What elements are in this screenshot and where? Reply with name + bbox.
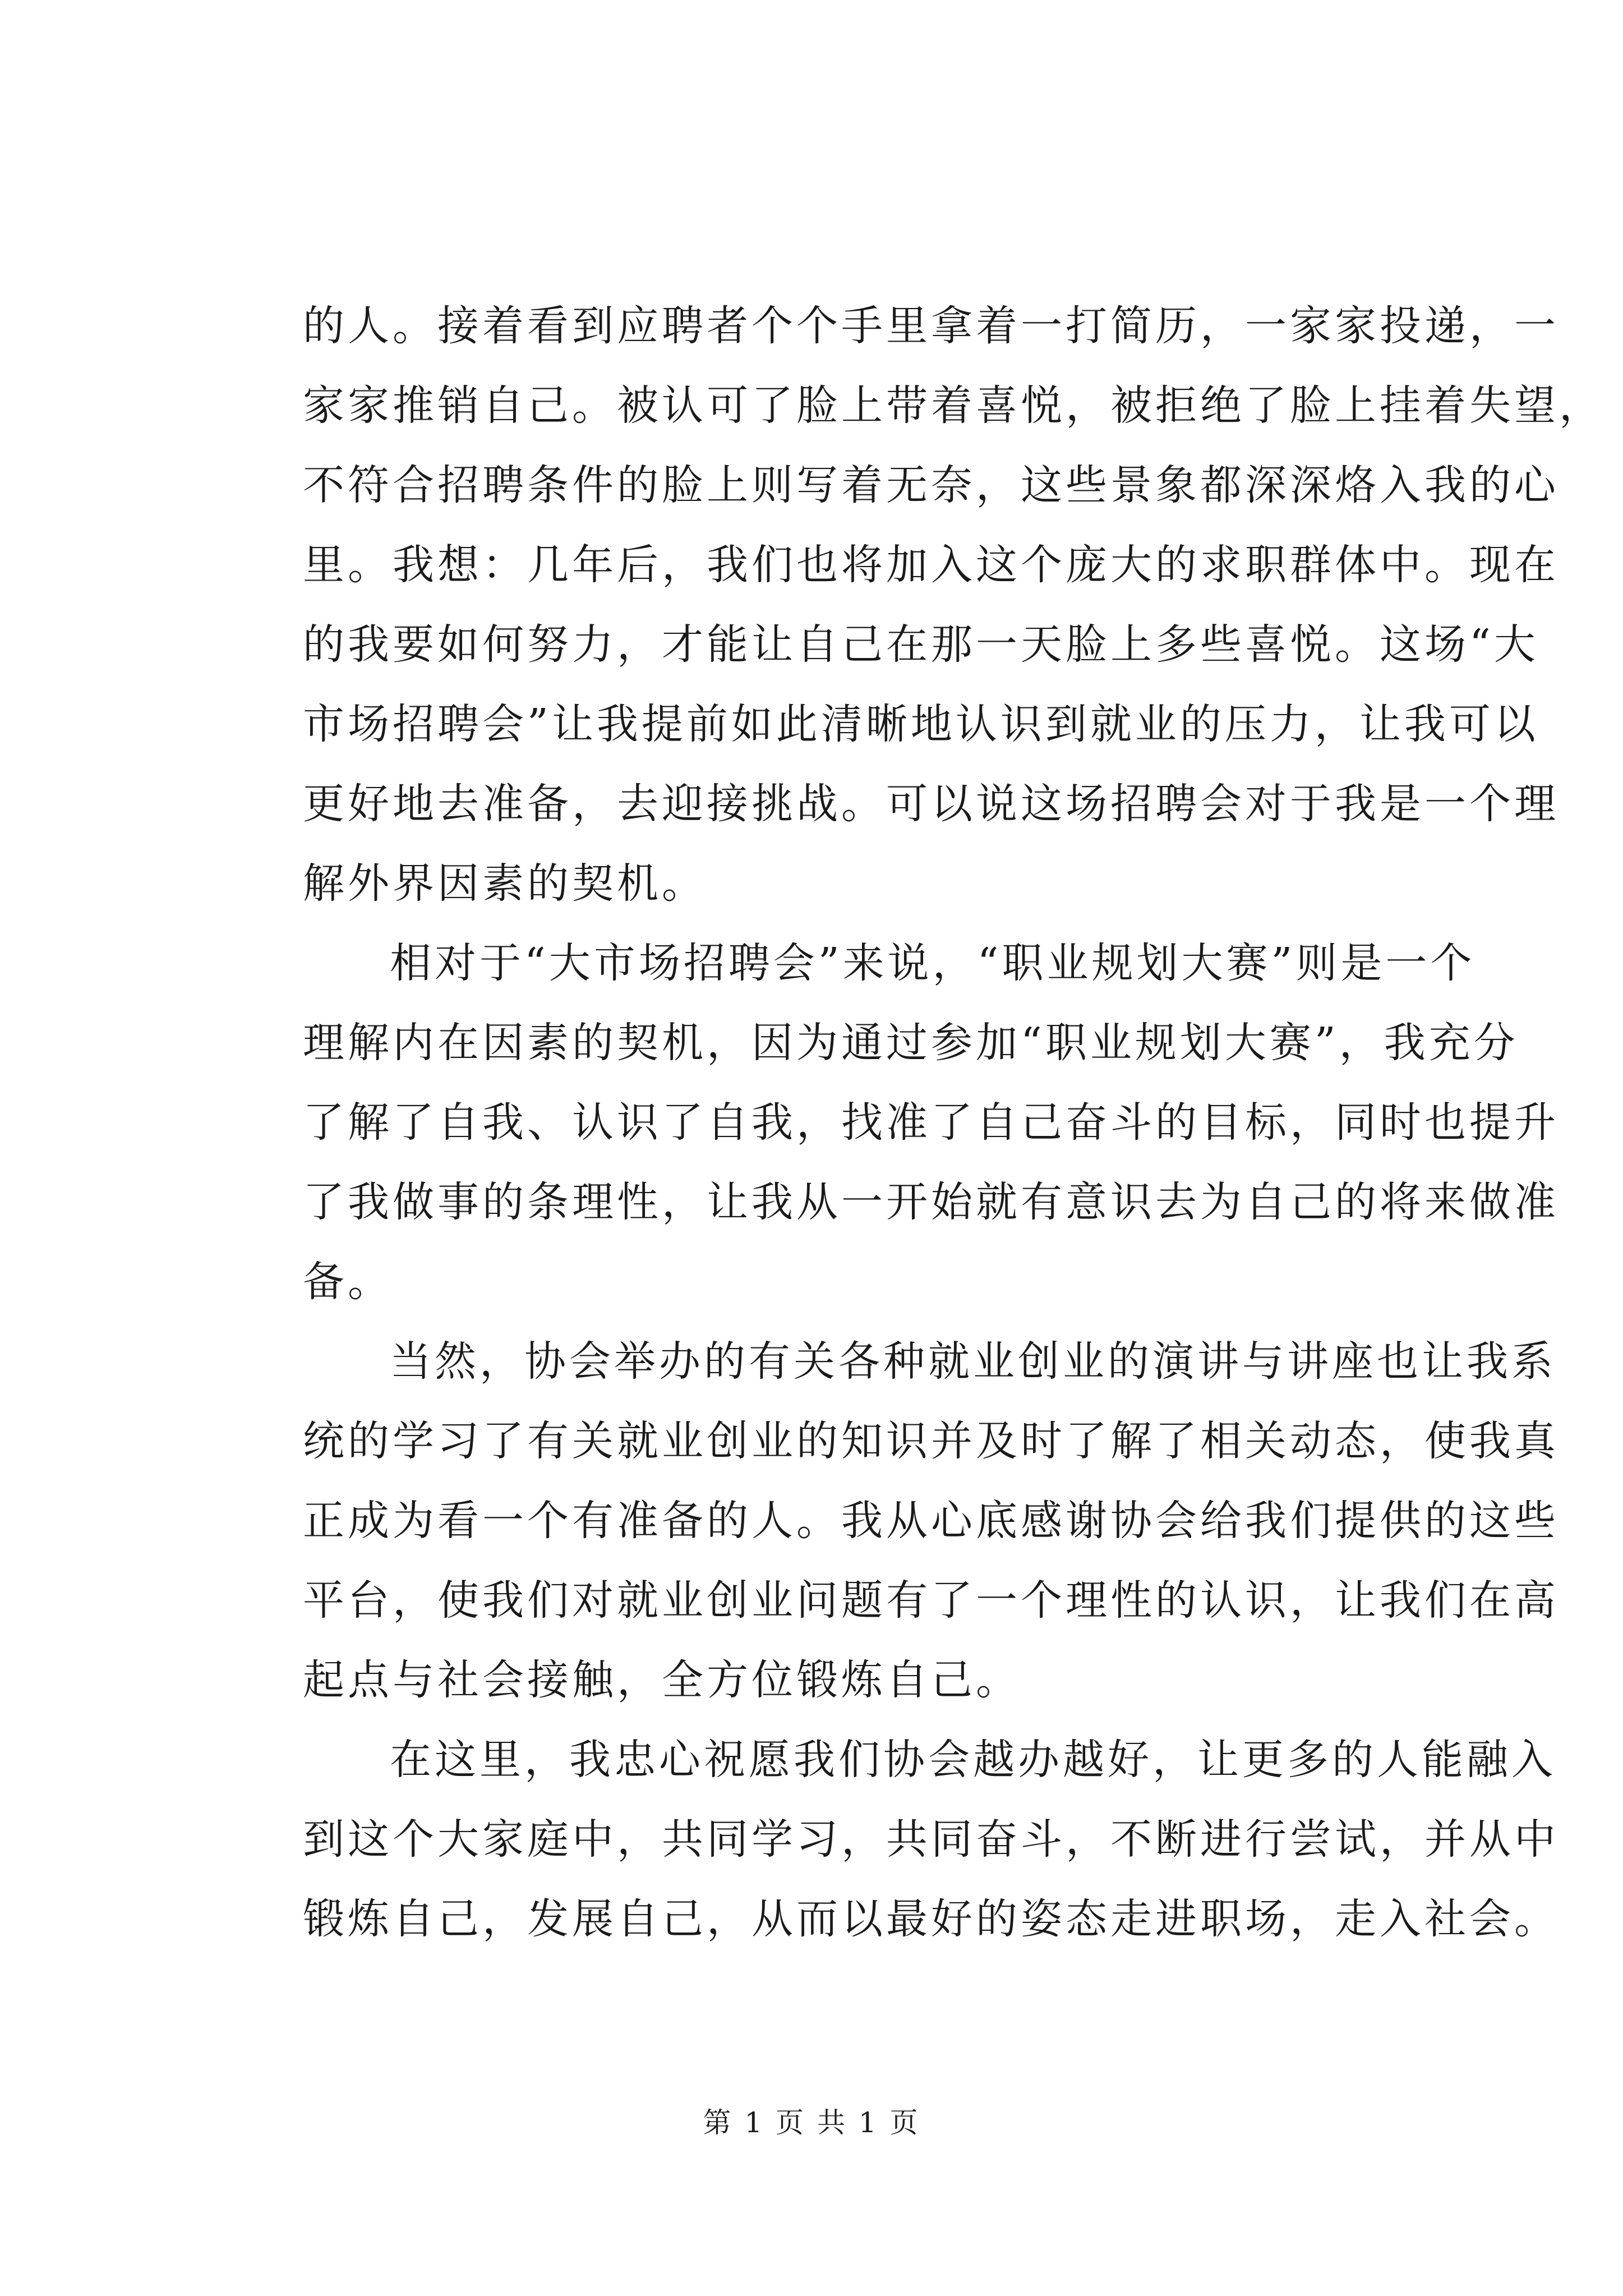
text-line: 解外界因素的契机。	[303, 859, 707, 908]
text-line: 的我要如何努力，才能让自己在那一天脸上多些喜悦。这场“大	[303, 620, 1539, 669]
text-line: 市场招聘会”让我提前如此清晰地认识到就业的压力，让我可以	[303, 700, 1539, 748]
text-line: 起点与社会接触，全方位锻炼自己。	[303, 1656, 1021, 1704]
text-line: 统的学习了有关就业创业的知识并及时了解了相关动态，使我真	[303, 1417, 1559, 1465]
page-number-footer: 第 1 页 共 1 页	[703, 2106, 920, 2139]
text-line: 家家推销自己。被认可了脸上带着喜悦，被拒绝了脸上挂着失望，	[303, 381, 1604, 430]
text-line: 平台，使我们对就业创业问题有了一个理性的认识，让我们在高	[303, 1576, 1559, 1625]
text-line: 更好地去准备，去迎接挑战。可以说这场招聘会对于我是一个理	[303, 780, 1559, 828]
text-line: 到这个大家庭中，共同学习，共同奋斗，不断进行尝试，并从中	[303, 1815, 1559, 1864]
text-line: 了解了自我、认识了自我，找准了自己奋斗的目标，同时也提升	[303, 1098, 1559, 1147]
text-line: 理解内在因素的契机，因为通过参加“职业规划大赛”，我充分	[303, 1019, 1519, 1067]
document-body	[303, 286, 1604, 1959]
text-line: 了我做事的条理性，让我从一开始就有意识去为自己的将来做准	[303, 1178, 1559, 1226]
text-line: 的人。接着看到应聘者个个手里拿着一打简历，一家家投递，一	[303, 302, 1559, 350]
paragraph-first-line: 在这里，我忠心祝愿我们协会越办越好，让更多的人能融入	[390, 1736, 1556, 1784]
paragraph-first-line: 当然，协会举办的有关各种就业创业的演讲与讲座也让我系	[390, 1337, 1556, 1386]
paragraph-first-line: 相对于“大市场招聘会”来说，“职业规划大赛”则是一个	[390, 939, 1476, 987]
text-line: 不符合招聘条件的脸上则写着无奈，这些景象都深深烙入我的心	[303, 461, 1559, 509]
text-line: 备。	[303, 1258, 393, 1306]
text-line: 正成为看一个有准备的人。我从心底感谢协会给我们提供的这些	[303, 1497, 1559, 1545]
text-line: 里。我想：几年后，我们也将加入这个庞大的求职群体中。现在	[303, 541, 1559, 589]
text-line: 锻炼自己，发展自己，从而以最好的姿态走进职场，走入社会。	[303, 1895, 1559, 1943]
